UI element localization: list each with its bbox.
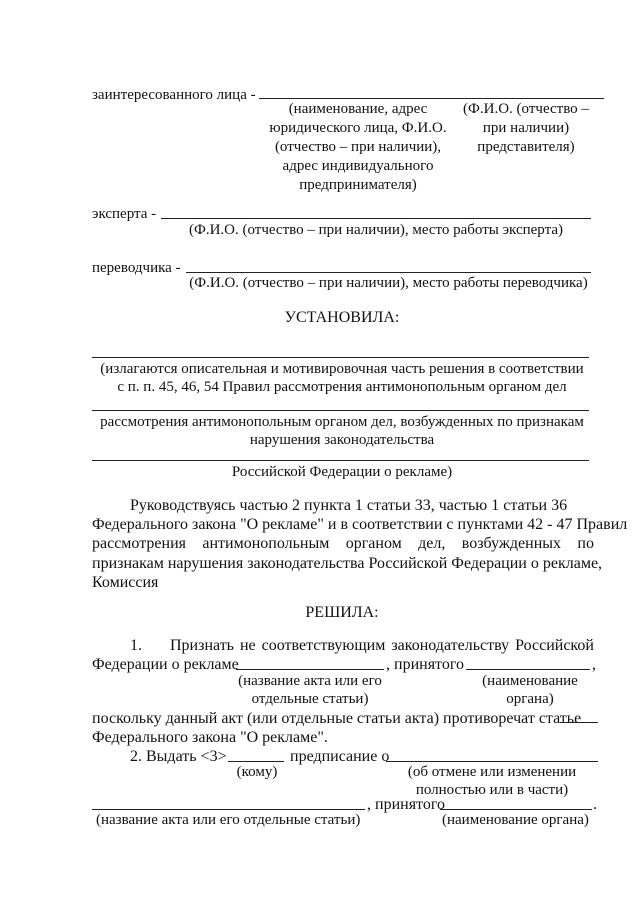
expert-hint: (Ф.И.О. (отчество – при наличии), место работы эксперта) [188,222,563,238]
established-heading: УСТАНОВИЛА: [284,309,400,326]
decided-heading: РЕШИЛА: [305,604,379,621]
interested-name-hint-2: юридического лица, Ф.И.О. [269,120,447,136]
item1-word: законодательству [391,637,510,654]
item1-line-4: Федерального закона "О рекламе". [92,729,328,746]
established-hint-1a: (излагаются описательная и мотивировочная часть решения в соответствии [100,361,584,377]
guided-word: рассмотрения [92,535,186,552]
interested-name-hint-1: (наименование, адрес [288,101,428,117]
guided-word: дел, [418,535,446,552]
act-hint-2: отдельные статьи) [251,691,369,707]
whom-line [228,761,284,762]
guided-word: антимонопольным [202,535,330,552]
act-name-line-2 [92,809,365,810]
organ-hint-2: органа) [506,691,554,707]
organ-hint-1: (наименование [482,673,578,689]
established-hint-2b: нарушения законодательства [249,432,435,448]
item1-number: 1. [130,637,142,654]
organ-hint-2-full: (наименование органа) [442,812,589,828]
translator-label: переводчика - [92,260,181,276]
guided-line-3 [92,535,594,553]
established-hint-3: Российской Федерации о рекламе) [231,464,453,480]
item2-line-2b: . [593,796,597,813]
expert-line [161,218,591,219]
interested-name-hint-3: (отчество – при наличии), [274,139,442,155]
item1-word: Российской [515,637,594,654]
guided-line-5: Комиссия [92,574,159,591]
item1-line-1 [170,637,594,655]
translator-hint: (Ф.И.О. (отчество – при наличии), место работы переводчика) [189,275,588,291]
act-hint-2-full: (название акта или его отдельные статьи) [96,812,361,828]
organ-name-line [466,669,590,670]
established-line-1 [92,357,589,358]
interested-rep-hint-2: при наличии) [482,120,570,136]
item1-word: Признать [170,637,234,654]
guided-word: по [577,535,594,552]
guided-word: возбужденных [461,535,562,552]
guided-line-4: признакам нарушения законодательства Российской Федерации о рекламе, [92,555,603,572]
interested-rep-hint-1: (Ф.И.О. (отчество – [463,101,589,117]
organ-name-line-2 [440,809,592,810]
item1-line-3: поскольку данный акт (или отдельные статьи акта) противоречат статье [92,710,582,727]
established-hint-2a: рассмотрения антимонопольным органом дел, возбужденных по признакам [100,414,584,430]
guided-line-2: Федерального закона "О рекламе" и в соответствии с пунктами 42 - 47 Правил [92,516,628,533]
whom-hint: (кому) [236,764,278,780]
established-line-3 [92,460,589,461]
article-number-line [560,722,598,723]
item1-line-2c: , [592,656,596,673]
interested-name-hint-4: адрес индивидуального [282,158,434,174]
interested-party-line [259,98,604,99]
item1-word: соответствующим [261,637,386,654]
expert-label: эксперта - [92,206,157,222]
established-line-2 [92,410,589,411]
interested-rep-hint-3: представителя) [477,139,575,155]
cancel-hint-2: полностью или в части) [415,782,569,798]
guided-line-1: Руководствуясь частью 2 пункта 1 статьи 33, частью 1 статьи 36 [130,497,568,514]
order-subject-line [386,761,598,762]
guided-word: органом [345,535,402,552]
item1-word: не [239,637,256,654]
translator-line [186,272,591,273]
cancel-hint-1: (об отмене или изменении [407,764,577,780]
act-hint-1: (название акта или его [238,673,382,689]
item1-line-2a: Федерации о рекламе [92,656,239,673]
act-name-line [236,669,384,670]
item2-b: предписание о [290,748,390,765]
interested-party-label: заинтересованного лица - [92,87,256,103]
item2-line-2a: , принятого [367,796,445,813]
item2-a: 2. Выдать <3> [130,748,227,765]
established-hint-1b: с п. п. 45, 46, 54 Правил рассмотрения антимонопольным органом дел [117,379,567,395]
interested-name-hint-5: предпринимателя) [299,177,417,193]
item1-line-2b: , принятого [386,656,464,673]
